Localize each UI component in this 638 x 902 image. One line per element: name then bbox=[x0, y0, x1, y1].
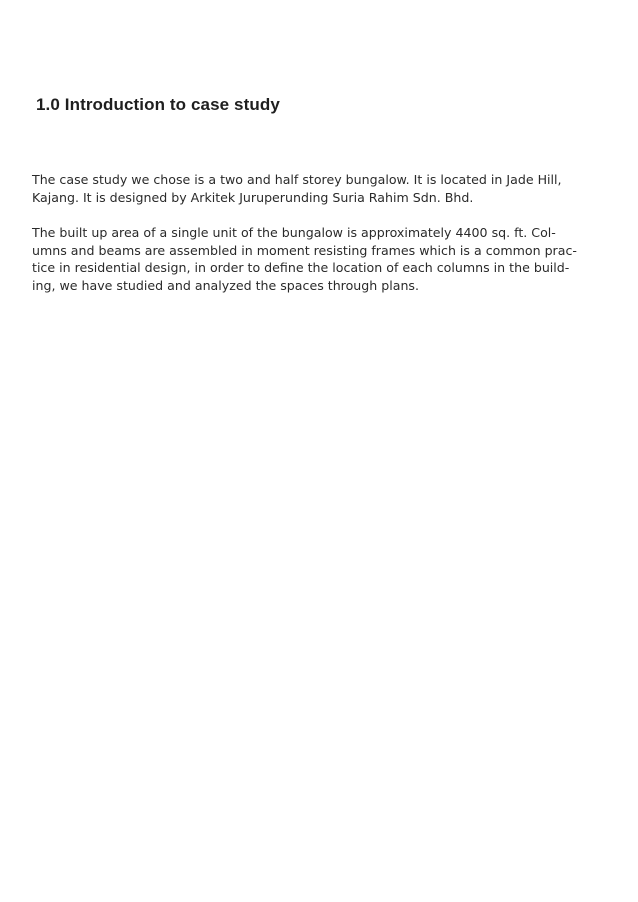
paragraph-line: tice in residential design, in order to define the location of each columns in the build- bbox=[32, 260, 570, 275]
paragraph-line: ing, we have studied and analyzed the spaces through plans. bbox=[32, 277, 419, 293]
paragraph-line: The built up area of a single unit of the bungalow is approximately 4400 sq. ft. Col- bbox=[32, 225, 556, 240]
built-up-area-paragraph bbox=[32, 224, 577, 294]
paragraph-line: Kajang. It is designed by Arkitek Juruperunding Suria Rahim Sdn. Bhd. bbox=[32, 189, 474, 205]
paragraph-line: The case study we chose is a two and half storey bungalow. It is located in Jade Hill, bbox=[32, 172, 562, 187]
intro-paragraph bbox=[32, 171, 562, 206]
section-heading: 1.0 Introduction to case study bbox=[36, 95, 280, 114]
paragraph-line: umns and beams are assembled in moment resisting frames which is a common prac- bbox=[32, 242, 577, 258]
